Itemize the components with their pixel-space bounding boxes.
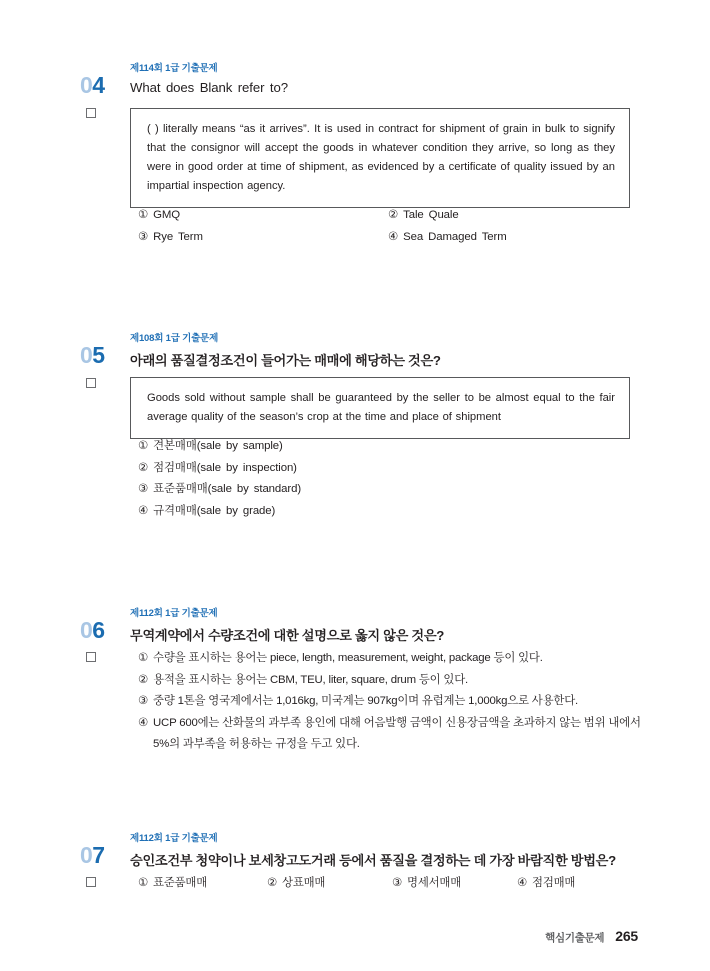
choice-item[interactable] (138, 713, 645, 756)
question-title-04: What does Blank refer to? (130, 80, 288, 95)
question-number-06 (80, 619, 126, 642)
choice-item[interactable] (267, 873, 325, 895)
choice-label: 상표매매 (282, 877, 326, 889)
choice-item[interactable] (138, 501, 275, 523)
choice-marker: ③ (138, 695, 149, 707)
page-footer (545, 928, 638, 945)
choice-label: 표준품매매(sale by standard) (153, 483, 302, 495)
choice-marker: ③ (138, 231, 149, 243)
choice-marker: ② (267, 877, 278, 889)
choice-label: 용적을 표시하는 용어는 CBM, TEU, liter, square, drum 등이 있다. (153, 673, 468, 686)
choice-item[interactable] (138, 479, 301, 501)
question-checkbox-06[interactable] (86, 652, 96, 662)
choice-marker: ① (138, 209, 149, 221)
choice-marker: ② (138, 673, 149, 686)
choice-label: 점검매매 (532, 877, 576, 889)
footer-section-label: 핵심기출문제 (545, 932, 605, 944)
question-checkbox-05[interactable] (86, 378, 96, 388)
question-number-07 (80, 844, 126, 867)
question-number-zero: 0 (80, 72, 93, 98)
choice-label: 중량 1톤을 영국계에서는 1,016kg, 미국계는 907kg이며 유럽계는 1,000kg으로 사용한다. (153, 695, 578, 707)
choice-item[interactable] (138, 458, 297, 480)
question-number-zero: 0 (80, 842, 93, 868)
question-title-07: 승인조건부 청약이나 보세창고도거래 등에서 품질을 결정하는 데 가장 바람직한 방법은? (130, 853, 616, 868)
choice-label: 명세서매매 (407, 877, 462, 889)
choice-item[interactable] (517, 873, 575, 895)
choice-item[interactable] (138, 436, 283, 458)
choice-marker: ③ (392, 877, 403, 889)
question-title-06: 무역계약에서 수량조건에 대한 설명으로 옳지 않은 것은? (130, 628, 445, 643)
choice-marker: ② (388, 209, 399, 221)
choice-item[interactable] (392, 873, 461, 895)
question-title-05: 아래의 품질결정조건이 들어가는 매매에 해당하는 것은? (130, 353, 441, 368)
question-number-digit: 7 (92, 842, 105, 868)
choice-marker: ③ (138, 483, 149, 495)
choice-label: 규격매매(sale by grade) (153, 504, 276, 517)
question-checkbox-07[interactable] (86, 877, 96, 887)
choice-item[interactable] (388, 205, 459, 227)
choice-marker: ④ (517, 877, 528, 889)
choice-marker: ④ (388, 231, 399, 243)
choice-marker: ④ (138, 504, 149, 517)
choice-item[interactable] (138, 873, 207, 895)
question-number-zero: 0 (80, 617, 93, 643)
question-number-digit: 4 (92, 72, 105, 98)
footer-page-number: 265 (615, 928, 638, 944)
choice-marker: ① (138, 652, 149, 664)
choice-item[interactable] (388, 227, 507, 249)
choice-item[interactable] (138, 227, 203, 249)
choice-marker: ④ (138, 716, 149, 729)
choice-label: 견본매매(sale by sample) (153, 440, 283, 452)
choice-label: 표준품매매 (153, 877, 208, 889)
passage-box-04 (130, 108, 630, 208)
choice-label: Rye Term (153, 231, 203, 243)
question-number-digit: 6 (92, 617, 105, 643)
choice-marker: ① (138, 877, 149, 889)
choice-label: 수량을 표시하는 용어는 piece, length, measurement, weight, package 등이 있다. (153, 652, 543, 664)
choice-item[interactable] (138, 648, 643, 670)
choice-label: UCP 600에는 산화물의 과부족 용인에 대해 어음발행 금액이 신용장금액을 초과하지 않는 범위 내에서 5%의 과부족을 허용하는 규정을 두고 있다. (153, 716, 641, 750)
question-number-04 (80, 74, 126, 97)
passage-text-04: ( ) literally means “as it arrives”. It is used in contract for shipment of grain in bulk to signify that the consignor will accept the goods in whatever condition they arrive, so long as they were in good order at time of shipment, as evidenced by a certificate of quality issued by an impartial inspection agency. (147, 123, 615, 192)
question-source-label-07: 제112회 1급 기출문제 (130, 833, 218, 844)
choice-label: GMQ (153, 209, 181, 221)
passage-box-05 (130, 377, 630, 439)
choice-label: 점검매매(sale by inspection) (153, 461, 297, 474)
question-number-05 (80, 344, 126, 367)
choice-marker: ② (138, 461, 149, 474)
question-checkbox-04[interactable] (86, 108, 96, 118)
question-source-label-05: 제108회 1급 기출문제 (130, 333, 219, 344)
question-source-label-04: 제114회 1급 기출문제 (130, 63, 218, 74)
choice-item[interactable] (138, 670, 643, 692)
choice-marker: ① (138, 440, 149, 452)
passage-text-05: Goods sold without sample shall be guaranteed by the seller to be almost equal to the fair average quality of the season’s crop at the time and place of shipment (147, 392, 615, 423)
question-number-digit: 5 (92, 342, 105, 368)
question-source-label-06: 제112회 1급 기출문제 (130, 608, 218, 619)
choice-item[interactable] (138, 205, 180, 227)
question-number-zero: 0 (80, 342, 93, 368)
choice-label: Sea Damaged Term (403, 231, 507, 243)
choice-label: Tale Quale (403, 209, 459, 221)
choice-item[interactable] (138, 691, 649, 713)
